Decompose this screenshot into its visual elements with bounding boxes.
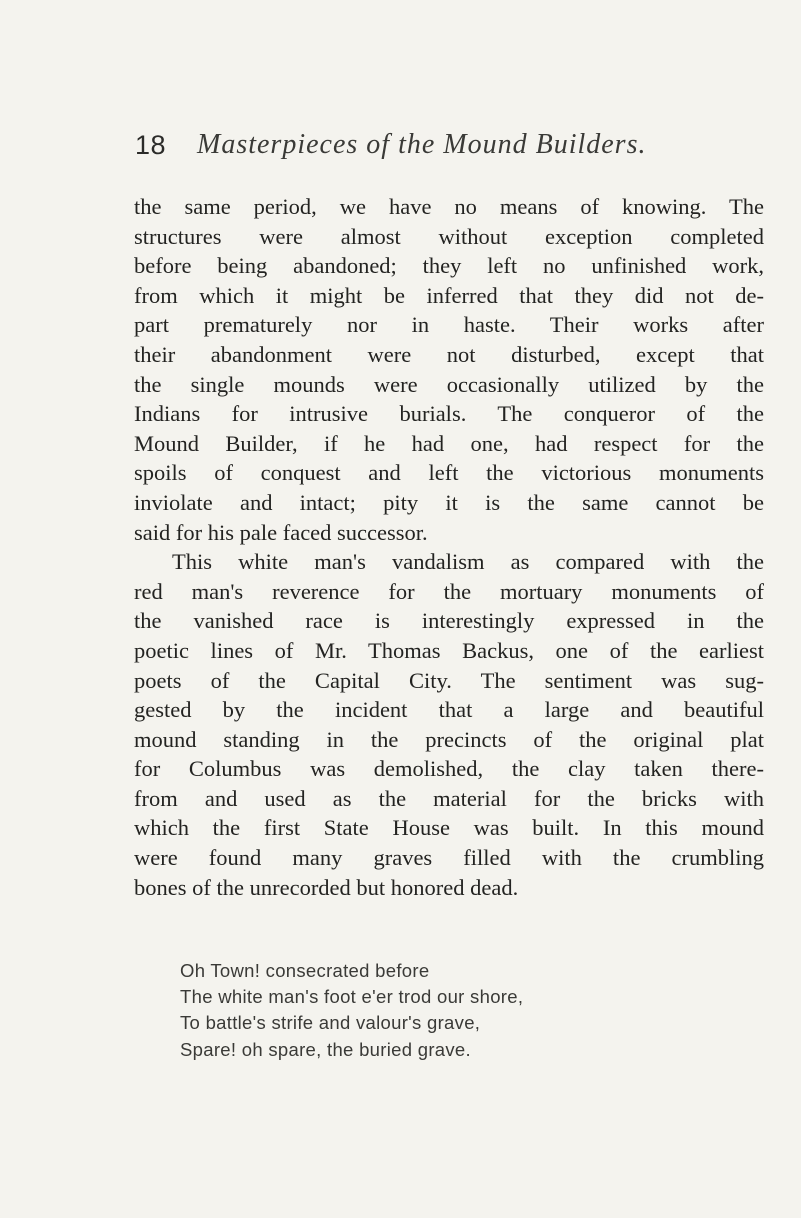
text-line: were found many graves filled with the crumbling bbox=[134, 845, 764, 871]
poem-line: To battle's strife and valour's grave, bbox=[180, 1012, 481, 1034]
poem-line: Oh Town! consecrated before bbox=[180, 960, 430, 981]
poem-line: Spare! oh spare, the buried grave. bbox=[180, 1038, 471, 1060]
text-line: said for his pale faced successor. bbox=[134, 519, 428, 545]
text-line: before being abandoned; they left no unfinished work, bbox=[134, 253, 764, 279]
text-line: Mound Builder, if he had one, had respect for the bbox=[134, 430, 764, 456]
running-title: Masterpieces of the Mound Builders. bbox=[197, 129, 647, 160]
text-line: gested by the incident that a large and beautiful bbox=[134, 697, 764, 723]
text-line: part prematurely nor in haste. Their works after bbox=[134, 312, 764, 338]
text-line: bones of the unrecorded but honored dead. bbox=[134, 874, 519, 900]
text-line: poets of the Capital City. The sentiment was sug- bbox=[134, 667, 764, 693]
text-line: the vanished race is interestingly expressed in the bbox=[134, 608, 764, 634]
text-line: their abandonment were not disturbed, except that bbox=[134, 341, 764, 367]
text-line: for Columbus was demolished, the clay taken there- bbox=[134, 756, 764, 782]
text-line: Indians for intrusive burials. The conqueror of the bbox=[134, 401, 764, 427]
text-line: structures were almost without exception completed bbox=[134, 223, 764, 249]
text-line: the single mounds were occasionally utilized by the bbox=[134, 371, 764, 397]
text-line: This white man's vandalism as compared with the bbox=[172, 549, 764, 575]
poem-verse bbox=[180, 958, 700, 1063]
page-header bbox=[135, 124, 680, 168]
text-line: poetic lines of Mr. Thomas Backus, one of the earliest bbox=[134, 637, 764, 663]
body-text bbox=[134, 192, 764, 902]
poem-line: The white man's foot e'er trod our shore, bbox=[180, 986, 524, 1008]
page-number: 18 bbox=[135, 130, 167, 160]
paragraph-1 bbox=[134, 192, 764, 547]
text-line: from which it might be inferred that they did not de- bbox=[134, 282, 764, 308]
text-line: which the first State House was built. In this mound bbox=[134, 815, 764, 841]
paragraph-2 bbox=[134, 547, 764, 902]
text-line: from and used as the material for the bricks with bbox=[134, 785, 764, 811]
text-line: spoils of conquest and left the victorious monuments bbox=[134, 460, 764, 486]
text-line: mound standing in the precincts of the original plat bbox=[134, 726, 764, 752]
text-line: the same period, we have no means of knowing. The bbox=[134, 194, 764, 219]
text-line: red man's reverence for the mortuary monuments of bbox=[134, 578, 764, 604]
text-line: inviolate and intact; pity it is the same cannot be bbox=[134, 489, 764, 515]
